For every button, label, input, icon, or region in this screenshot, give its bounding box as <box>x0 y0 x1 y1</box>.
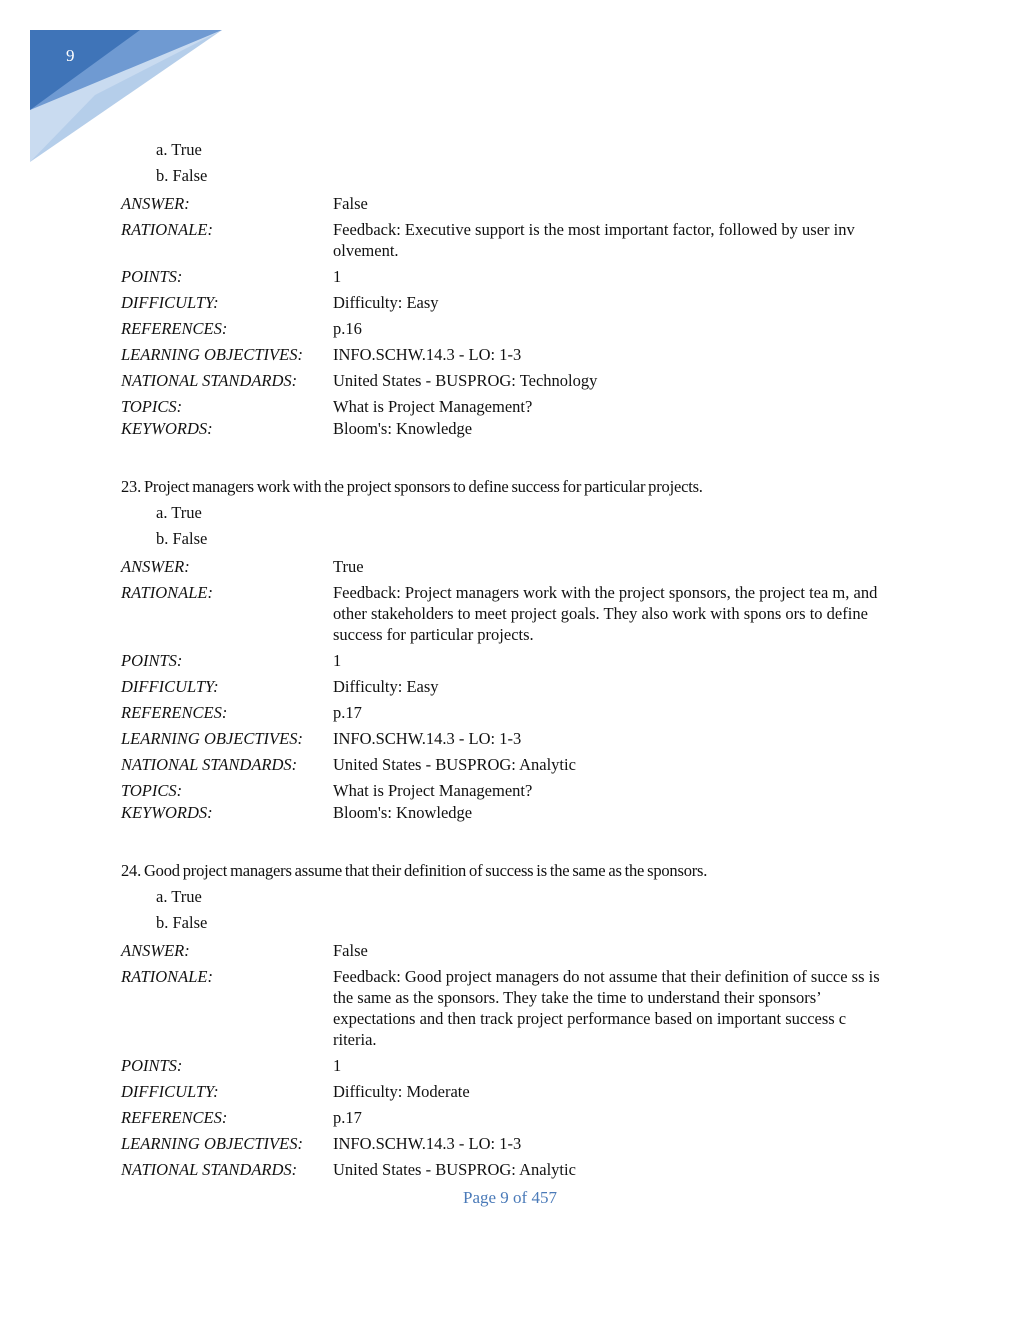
metadata-label: POINTS: <box>121 651 183 670</box>
metadata-row <box>121 266 891 287</box>
metadata-row <box>121 1081 891 1102</box>
metadata-value: True <box>333 557 364 576</box>
metadata-value: False <box>333 194 368 213</box>
metadata-value: Difficulty: Easy <box>333 293 439 312</box>
metadata-row <box>121 780 891 801</box>
metadata-label: NATIONAL STANDARDS: <box>121 1160 298 1179</box>
metadata-label: LEARNING OBJECTIVES: <box>121 345 303 364</box>
metadata-label: LEARNING OBJECTIVES: <box>121 1134 303 1153</box>
metadata-row <box>121 754 891 775</box>
metadata-value: 1 <box>333 267 342 286</box>
metadata-row <box>121 582 891 645</box>
metadata-label: ANSWER: <box>121 194 190 213</box>
metadata-value: p.16 <box>333 319 362 338</box>
metadata-row <box>121 1107 891 1128</box>
metadata-label: LEARNING OBJECTIVES: <box>121 729 303 748</box>
question-block <box>121 137 891 439</box>
metadata-label: ANSWER: <box>121 557 190 576</box>
metadata-row <box>121 802 891 823</box>
question-block <box>121 859 891 1180</box>
metadata-row <box>121 1159 891 1180</box>
metadata-value: INFO.SCHW.14.3 - LO: 1-3 <box>333 1134 522 1153</box>
metadata-label: TOPICS: <box>121 781 183 800</box>
question-text: 24. Good project managers assume that their definition of success is the same as the sponsors. <box>121 861 708 880</box>
answer-options <box>121 884 891 935</box>
metadata-value: Bloom's: Knowledge <box>333 803 473 822</box>
metadata-label: TOPICS: <box>121 397 183 416</box>
metadata-row <box>121 676 891 697</box>
metadata-value: False <box>333 941 368 960</box>
metadata-label: NATIONAL STANDARDS: <box>121 371 298 390</box>
metadata-label: RATIONALE: <box>121 967 213 986</box>
page-footer: Page 9 of 457 <box>463 1188 557 1207</box>
metadata-label: KEYWORDS: <box>121 803 213 822</box>
metadata-value: Bloom's: Knowledge <box>333 419 473 438</box>
metadata-label: POINTS: <box>121 267 183 286</box>
metadata-value: What is Project Management? <box>333 397 533 416</box>
metadata-row <box>121 966 891 1050</box>
answer-option: a. True <box>156 887 202 906</box>
metadata-value: p.17 <box>333 703 362 722</box>
metadata-row <box>121 556 891 577</box>
metadata-row <box>121 728 891 749</box>
metadata-row <box>121 193 891 214</box>
metadata-row <box>121 344 891 365</box>
metadata-value: What is Project Management? <box>333 781 533 800</box>
metadata-row <box>121 940 891 961</box>
metadata-label: RATIONALE: <box>121 583 213 602</box>
metadata-value: Difficulty: Moderate <box>333 1082 470 1101</box>
metadata-value: United States - BUSPROG: Technology <box>333 371 598 390</box>
metadata-row <box>121 1055 891 1076</box>
header-page-number: 9 <box>66 46 75 65</box>
metadata-row <box>121 650 891 671</box>
metadata-label: DIFFICULTY: <box>121 1082 219 1101</box>
metadata-row <box>121 219 891 261</box>
metadata-label: NATIONAL STANDARDS: <box>121 755 298 774</box>
metadata-value: 1 <box>333 1056 342 1075</box>
answer-option: b. False <box>156 166 208 185</box>
metadata-value: Difficulty: Easy <box>333 677 439 696</box>
answer-option: b. False <box>156 913 208 932</box>
metadata-value: United States - BUSPROG: Analytic <box>333 755 576 774</box>
metadata-label: ANSWER: <box>121 941 190 960</box>
metadata-label: DIFFICULTY: <box>121 677 219 696</box>
metadata-label: REFERENCES: <box>121 319 228 338</box>
metadata-label: RATIONALE: <box>121 220 213 239</box>
answer-option: a. True <box>156 503 202 522</box>
answer-option: b. False <box>156 529 208 548</box>
metadata-value: INFO.SCHW.14.3 - LO: 1-3 <box>333 345 522 364</box>
metadata-row <box>121 370 891 391</box>
metadata-value: 1 <box>333 651 342 670</box>
question-metadata <box>121 193 891 439</box>
question-metadata <box>121 940 891 1180</box>
metadata-row <box>121 396 891 417</box>
metadata-label: DIFFICULTY: <box>121 293 219 312</box>
metadata-row <box>121 1133 891 1154</box>
metadata-label: REFERENCES: <box>121 1108 228 1127</box>
question-block <box>121 475 891 823</box>
metadata-value: Feedback: Project managers work with the project sponsors, the project tea m, and other stakeholders to meet project goals. They also work with spons ors to define success for particular projects. <box>333 583 878 644</box>
metadata-value: Feedback: Executive support is the most important factor, followed by user inv olvement. <box>333 220 855 260</box>
metadata-value: Feedback: Good project managers do not assume that their definition of succe ss is the same as the sponsors. They take the time to understand their sponsors’ expectations and then track project performance based on important success c riteria. <box>333 967 880 1049</box>
metadata-value: United States - BUSPROG: Analytic <box>333 1160 576 1179</box>
answer-options <box>121 137 891 188</box>
question-metadata <box>121 556 891 823</box>
question-list <box>121 136 891 1180</box>
metadata-value: p.17 <box>333 1108 362 1127</box>
metadata-row <box>121 418 891 439</box>
metadata-row <box>121 292 891 313</box>
answer-option: a. True <box>156 140 202 159</box>
metadata-label: KEYWORDS: <box>121 419 213 438</box>
metadata-value: INFO.SCHW.14.3 - LO: 1-3 <box>333 729 522 748</box>
question-text: 23. Project managers work with the project sponsors to define success for particular projects. <box>121 477 703 496</box>
metadata-label: REFERENCES: <box>121 703 228 722</box>
metadata-label: POINTS: <box>121 1056 183 1075</box>
metadata-row <box>121 318 891 339</box>
metadata-row <box>121 702 891 723</box>
answer-options <box>121 500 891 551</box>
